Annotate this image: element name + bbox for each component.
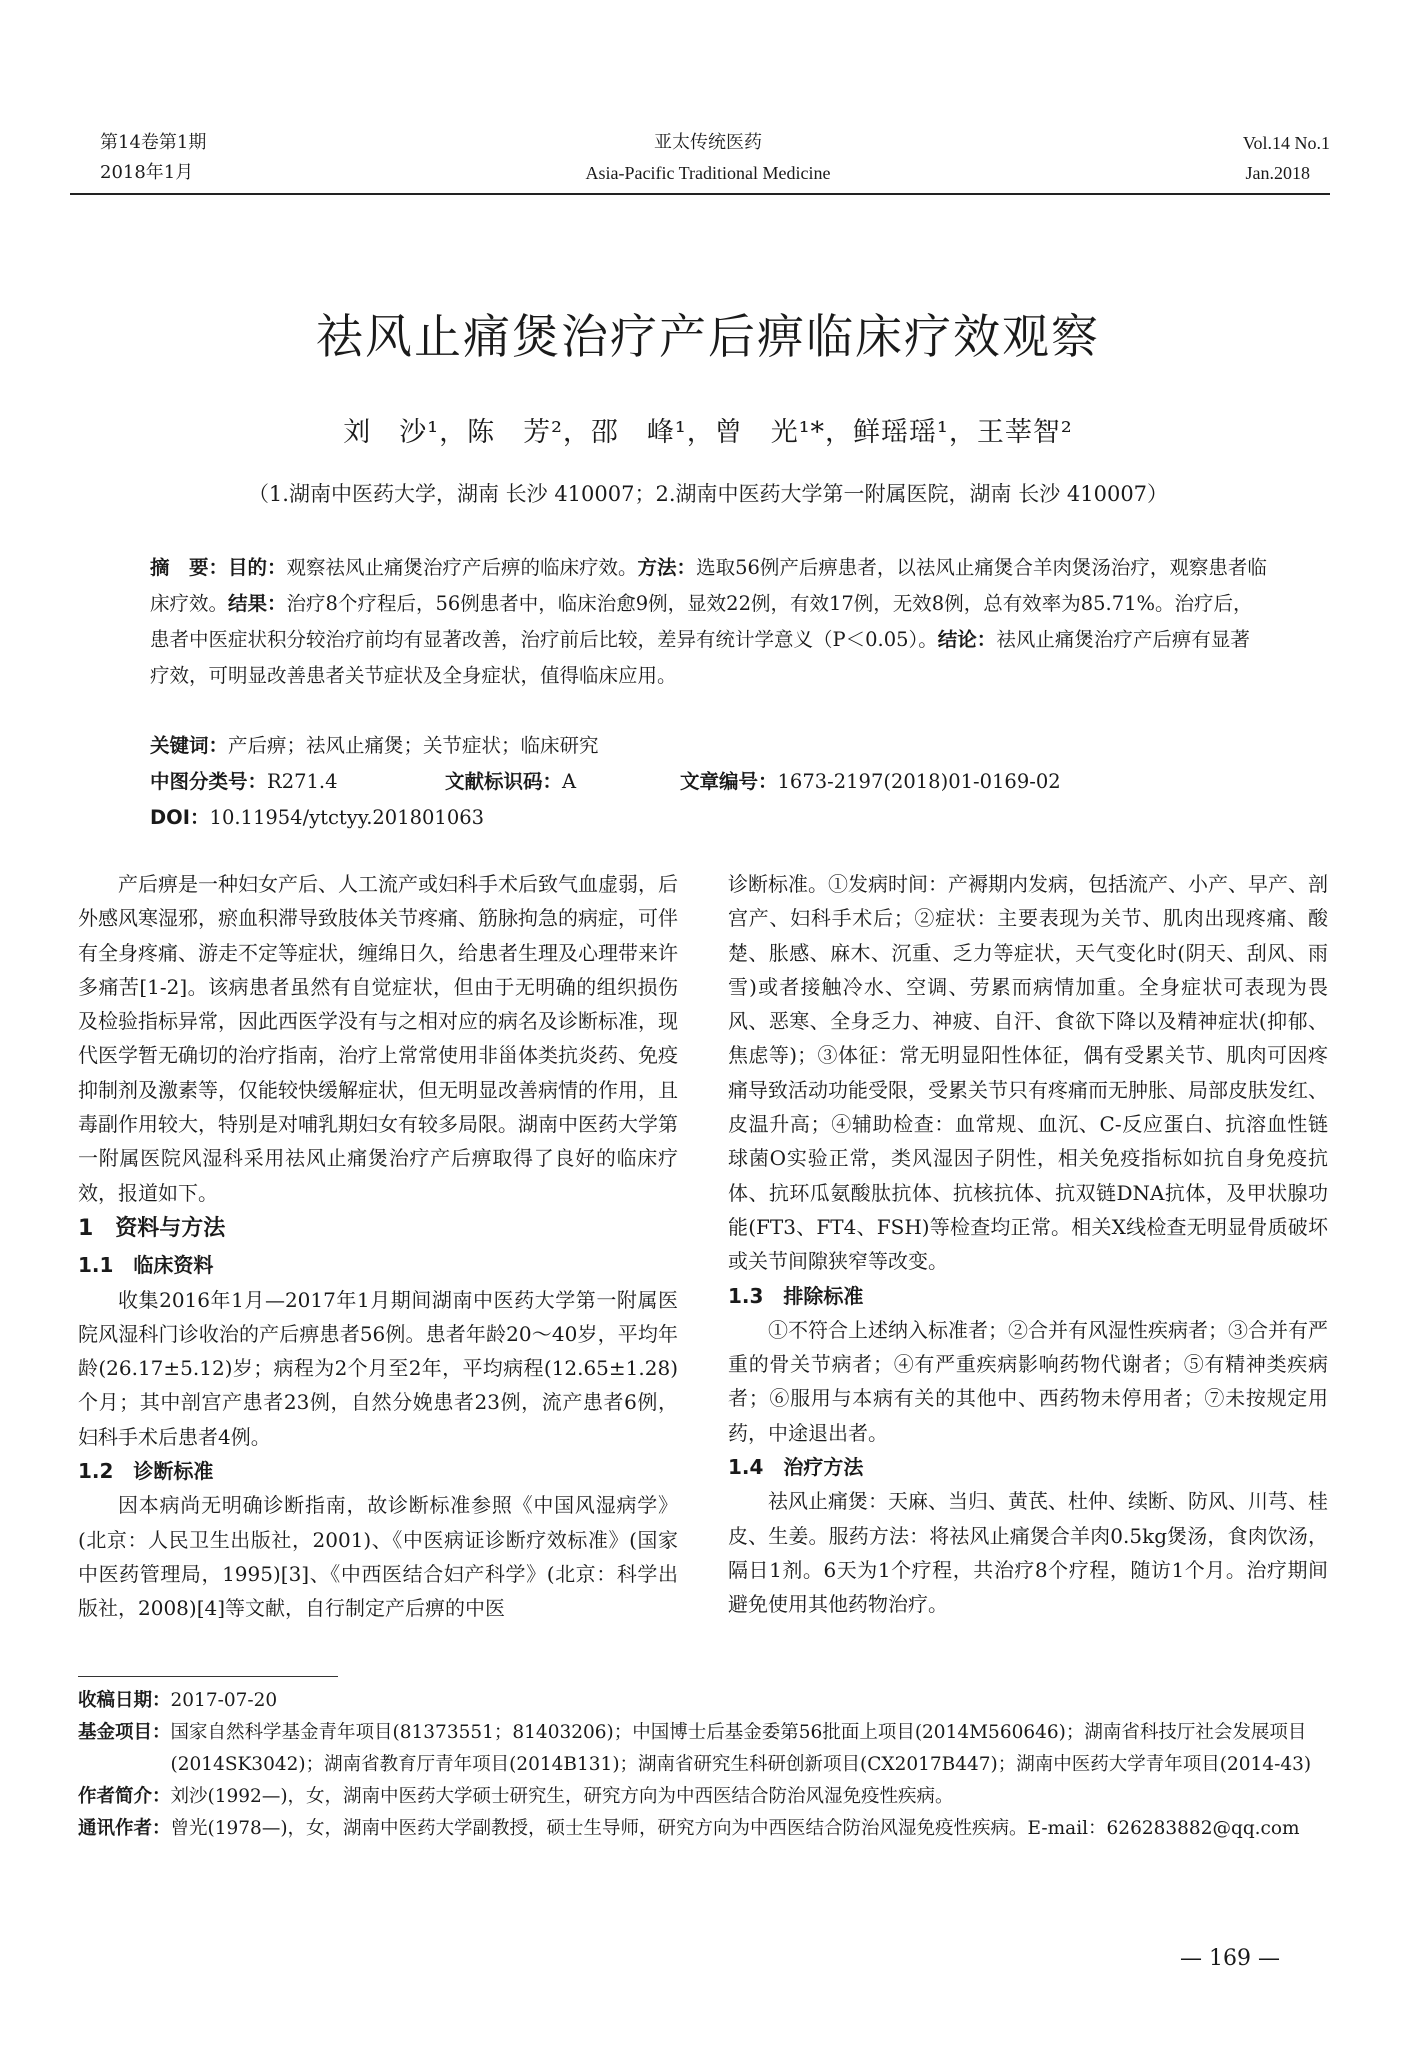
- date-cn: 2018年1月: [100, 162, 194, 183]
- keywords: [150, 728, 599, 764]
- fund-projects: [78, 1717, 1343, 1781]
- exclusion-paragraph: ①不符合上述纳入标准者；②合并有风湿性疾病者；③合并有严重的骨关节病者；④有严重疾病影响药物代谢者；⑤有精神类疾病者；⑥服用与本病有关的其他中、西药物未停用者；⑦未按规定用药，中途退出者。: [728, 1317, 1328, 1445]
- article-title: 祛风止痛煲治疗产后痹临床疗效观察: [316, 310, 1100, 365]
- body-column-left: [78, 867, 678, 1626]
- article-number-value: 1673-2197(2018)01-0169-02: [777, 770, 1061, 793]
- doi: [150, 800, 484, 836]
- author-bio-label: 作者简介：: [78, 1786, 171, 1807]
- clc-value: R271.4: [267, 770, 338, 793]
- affiliations: （1.湖南中医药大学，湖南 长沙 410007；2.湖南中医药大学第一附属医院，湖南 长沙 410007）: [247, 482, 1169, 506]
- section-heading-1-3: 1.3 排除标准: [728, 1283, 864, 1308]
- clinical-data-paragraph: 收集2016年1月—2017年1月期间湖南中医药大学第一附属医院风湿科门诊收治的产后痹患者56例。患者年龄20～40岁，平均年龄(26.17±5.12)岁；病程为2个月至2年，平均病程(12.65±1.28)个月；其中剖宫产患者23例，自然分娩患者23例，流产患者6例，妇科手术后患者4例。: [78, 1287, 678, 1449]
- clc-label: 中图分类号：: [150, 770, 268, 793]
- section-heading-1-2: 1.2 诊断标准: [78, 1459, 214, 1484]
- received-value: 2017-07-20: [170, 1690, 278, 1711]
- abstract-method: 选取56例产后痹患者，以祛风止痛煲合羊肉煲汤治疗，观察患者临床疗效。: [150, 556, 1267, 615]
- journal-name-en: Asia-Pacific Traditional Medicine: [585, 163, 831, 183]
- keywords-value: 产后痹；祛风止痛煲；关节症状；临床研究: [228, 734, 599, 757]
- diagnosis-continued-paragraph: 诊断标准。①发病时间：产褥期内发病，包括流产、小产、早产、剖宫产、妇科手术后；②症状：主要表现为关节、肌肉出现疼痛、酸楚、胀感、麻木、沉重、乏力等症状，天气变化时(阴天、刮风、雨雪)或者接触冷水、空调、劳累而病情加重。全身症状可表现为畏风、恶寒、全身乏力、神疲、自汗、食欲下降以及精神症状(抑郁、焦虑等)；③体征：常无明显阳性体征，偶有受累关节、肌肉可因疼痛导致活动功能受限，受累关节只有疼痛而无肿胀、局部皮肤发红、皮温升高；④辅助检查：血常规、血沉、C-反应蛋白、抗溶血性链球菌O实验正常，类风湿因子阴性，相关免疫指标如抗自身免疫抗体、抗环瓜氨酸肽抗体、抗核抗体、抗双链DNA抗体，及甲状腺功能(FT3、FT4、FSH)等检查均正常。相关X线检查无明显骨质破坏或关节间隙狭窄等改变。: [728, 872, 1328, 1274]
- document-code-label: 文献标识码：: [445, 770, 563, 793]
- abstract: [150, 550, 1268, 694]
- doi-label: DOI：: [150, 806, 210, 829]
- received-label: 收稿日期：: [78, 1690, 171, 1711]
- corresponding-author: [78, 1813, 1343, 1845]
- author-bio: [78, 1781, 1343, 1813]
- keywords-label: 关键词：: [150, 734, 229, 757]
- corresponding-author-label: 通讯作者：: [78, 1818, 171, 1839]
- header-rule: [70, 193, 1330, 195]
- abstract-result: 治疗8个疗程后，56例患者中，临床治愈9例，显效22例，有效17例，无效8例，总有效率为85.71%。治疗后，患者中医症状积分较治疗前均有显著改善，治疗前后比较，差异有统计学意义（P＜0.05）。: [150, 592, 1253, 651]
- treatment-paragraph: 祛风止痛煲：天麻、当归、黄芪、杜仲、续断、防风、川芎、桂皮、生姜。服药方法：将祛风止痛煲合羊肉0.5kg煲汤，食肉饮汤，隔日1剂。6天为1个疗程，共治疗8个疗程，随访1个月。治疗期间避免使用其他药物治疗。: [728, 1489, 1328, 1617]
- document-code: [445, 764, 576, 800]
- fund-value: 国家自然科学基金青年项目(81373551；81403206)；中国博士后基金委第56批面上项目(2014M560646)；湖南省科技厅社会发展项目(2014SK3042)；湖南省教育厅青年项目(2014B131)；湖南省研究生科研创新项目(CX2017B447)；湖南中医药大学青年项目(2014-43): [170, 1722, 1312, 1775]
- volume-issue-en: Vol.14 No.1: [1242, 133, 1330, 153]
- section-heading-1: 1 资料与方法: [78, 1215, 226, 1241]
- footnotes: [78, 1685, 1343, 1845]
- clc: [150, 764, 338, 800]
- abstract-conclusion-label: 结论：: [937, 628, 997, 651]
- page-number: — 169 —: [1180, 1946, 1280, 1971]
- author-bio-value: 刘沙(1992—)，女，湖南中医药大学硕士研究生，研究方向为中西医结合防治风湿免疫性疾病。: [170, 1786, 954, 1807]
- volume-issue-cn: 第14卷第1期: [100, 132, 207, 153]
- abstract-objective: 观察祛风止痛煲治疗产后痹的临床疗效。: [286, 556, 638, 579]
- date-en: Jan.2018: [1245, 163, 1310, 183]
- intro-paragraph: 产后痹是一种妇女产后、人工流产或妇科手术后致气血虚弱，后外感风寒湿邪，瘀血积滞导致肢体关节疼痛、筋脉拘急的病症，可伴有全身疼痛、游走不定等症状，缠绵日久，给患者生理及心理带来许多痛苦[1-2]。该病患者虽然有自觉症状，但由于无明确的组织损伤及检验指标异常，因此西医学没有与之相对应的病名及诊断标准，现代医学暂无确切的治疗指南，治疗上常常使用非甾体类抗炎药、免疫抑制剂及激素等，仅能较快缓解症状，但无明显改善病情的作用，且毒副作用较大，特别是对哺乳期妇女有较多局限。湖南中医药大学第一附属医院风湿科采用祛风止痛煲治疗产后痹取得了良好的临床疗效，报道如下。: [78, 872, 678, 1205]
- abstract-method-label: 方法：: [637, 556, 697, 579]
- body-column-right: [728, 867, 1328, 1622]
- section-heading-1-1: 1.1 临床资料: [78, 1253, 214, 1278]
- abstract-objective-label: 目的：: [228, 556, 287, 579]
- article-number: [680, 764, 1061, 800]
- author-list: 刘 沙¹，陈 芳²，邵 峰¹，曾 光¹*，鲜瑶瑶¹，王莘智²: [343, 417, 1073, 448]
- received-date: [78, 1685, 1343, 1717]
- document-code-value: A: [562, 770, 577, 793]
- fund-label: 基金项目：: [78, 1722, 171, 1743]
- doi-value: 10.11954/ytctyy.201801063: [209, 806, 485, 829]
- article-number-label: 文章编号：: [680, 770, 778, 793]
- section-heading-1-4: 1.4 治疗方法: [728, 1455, 864, 1480]
- abstract-conclusion: 祛风止痛煲治疗产后痹有显著疗效，可明显改善患者关节症状及全身症状，值得临床应用。: [150, 628, 1250, 687]
- journal-name-cn: 亚太传统医药: [654, 132, 762, 153]
- abstract-result-label: 结果：: [228, 592, 287, 615]
- abstract-label: 摘 要：: [150, 556, 229, 579]
- diagnosis-paragraph: 因本病尚无明确诊断指南，故诊断标准参照《中国风湿病学》(北京：人民卫生出版社，2001)、《中医病证诊断疗效标准》(国家中医药管理局，1995)[3]、《中西医结合妇产科学》(北京：科学出版社，2008)[4]等文献，自行制定产后痹的中医: [78, 1493, 678, 1621]
- footnote-rule: [78, 1676, 338, 1677]
- corresponding-author-value: 曾光(1978—)，女，湖南中医药大学副教授，硕士生导师，研究方向为中西医结合防治风湿免疫性疾病。E-mail：626283882@qq.com: [170, 1818, 1300, 1839]
